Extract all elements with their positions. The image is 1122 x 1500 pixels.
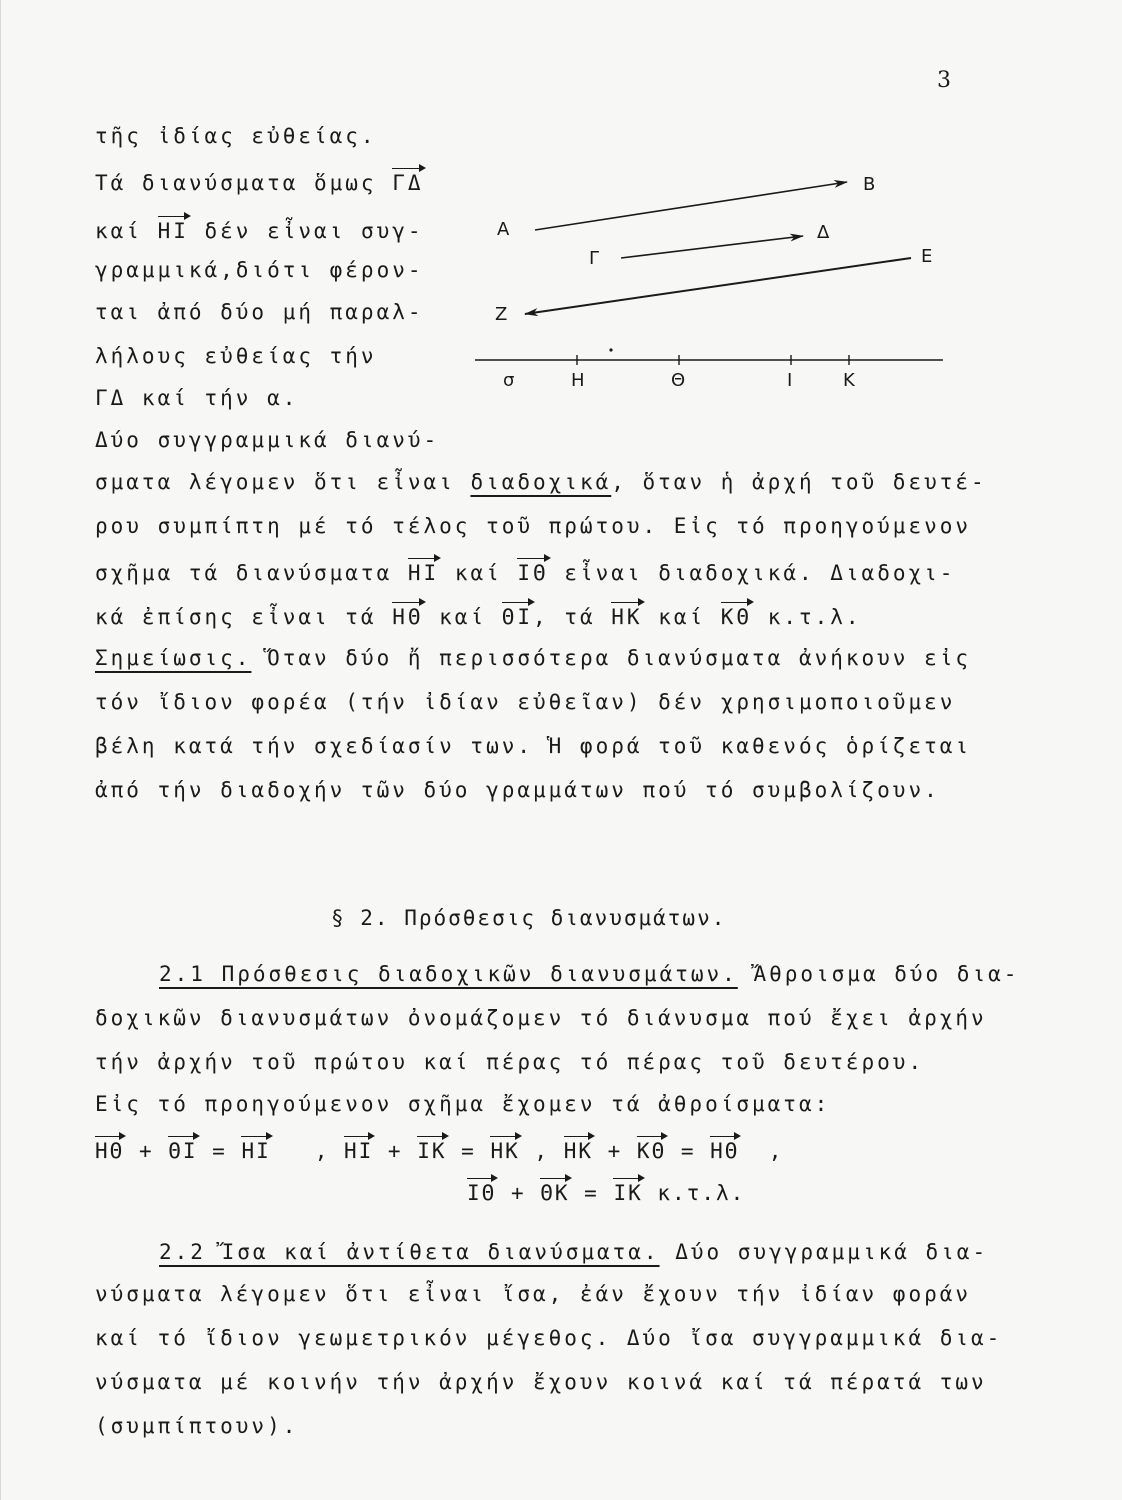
text-line-4: γραμμικά,διότι φέρον- — [95, 258, 424, 282]
text-line-12: κά ἐπίσης εἶναι τά ΗΘ καί ΘΙ, τά ΗΚ καί ΚΘ κ.τ.λ. — [95, 602, 862, 629]
vector-ITh: ΙΘ — [517, 558, 548, 585]
point-label-E: E — [921, 246, 933, 267]
text-line-10: ρου συμπίπτη μέ τό τέλος τοῦ πρώτου. Εἰς τό προηγούμενον — [95, 514, 972, 538]
vector-ITh: ΙΘ — [467, 1178, 496, 1205]
point-label-sigma: σ — [503, 370, 515, 390]
vector-KTh: ΚΘ — [721, 602, 752, 629]
point-label-Z: Z — [495, 304, 508, 325]
text-line-18: δοχικῶν διανυσμάτων ὀνομάζομεν τό διάνυσμα πού ἔχει ἀρχήν — [95, 1006, 987, 1030]
vector-IK: ΙΚ — [613, 1178, 642, 1205]
vector-HI: ΗΙ — [344, 1136, 373, 1163]
equations-line-1: ΗΘ + ΘΙ = ΗΙ , ΗΙ + ΙΚ = ΗΚ , ΗΚ + ΚΘ = ΗΘ , — [95, 1136, 783, 1163]
vector-HI: ΗΙ — [241, 1136, 270, 1163]
text-line-17: 2.1 Πρόσθεσις διαδοχικῶν διανυσμάτων. Ἄθροισμα δύο δια- — [159, 962, 1020, 986]
subsection-2-1-title: 2.1 Πρόσθεσις διαδοχικῶν διανυσμάτων. — [159, 962, 738, 986]
text-line-15: βέλη κατά τήν σχεδίασίν των. Ἡ φορά τοῦ καθενός ὁρίζεται — [95, 734, 972, 758]
text-line-11: σχῆμα τά διανύσματα ΗΙ καί ΙΘ εἶναι διαδοχικά. Διαδοχι- — [95, 558, 955, 585]
text-line-27: (συμπίπτουν). — [95, 1414, 299, 1438]
text-line-1: τῆς ἰδίας εὐθείας. — [95, 124, 377, 148]
vector-line-GD — [621, 236, 803, 258]
text-line-2: Τά διανύσματα ὅμως ΓΔ — [95, 168, 424, 195]
text-line-25: καί τό ἴδιον γεωμετρικόν μέγεθος. Δύο ἴσα συγγραμμικά δια- — [95, 1326, 1003, 1350]
text-line-20: Εἰς τό προηγούμενον σχῆμα ἔχομεν τά ἀθροίσματα: — [95, 1092, 831, 1116]
equations-line-2: ΙΘ + ΘΚ = ΙΚ κ.τ.λ. — [467, 1178, 745, 1205]
subsection-2-2-title: 2.2 Ἴσα καί ἀντίθετα διανύσματα. — [159, 1240, 660, 1264]
text-line-16: ἀπό τήν διαδοχήν τῶν δύο γραμμάτων πού τό συμβολίζουν. — [95, 778, 940, 802]
vector-diagram — [471, 160, 971, 390]
text-line-24: νύσματα λέγομεν ὅτι εἶναι ἴσα, ἐάν ἔχουν τήν ἰδίαν φοράν — [95, 1282, 972, 1306]
vector-HI: ΗΙ — [408, 558, 439, 585]
text-line-8: Δύο συγγραμμικά διανύ- — [95, 428, 440, 452]
point-label-G: Γ — [589, 248, 600, 269]
text-line-3: καί ΗΙ δέν εἶναι συγ- — [95, 216, 424, 243]
text-line-9: σματα λέγομεν ὅτι εἶναι διαδοχικά, ὅταν ἡ ἀρχή τοῦ δευτέ- — [95, 470, 987, 494]
dot-marker — [609, 348, 612, 351]
vector-HK: ΗΚ — [490, 1136, 519, 1163]
vector-ThK: ΘΚ — [540, 1178, 569, 1205]
vector-HTh: ΗΘ — [95, 1136, 124, 1163]
text-line-14: τόν ἴδιον φορέα (τήν ἰδίαν εὐθεῖαν) δέν χρησιμοποιοῦμεν — [95, 690, 956, 714]
vector-ThI: ΘΙ — [502, 602, 533, 629]
section-heading: § 2. Πρόσθεσις διανυσμάτων. — [331, 906, 727, 930]
note-label: Σημείωσις. — [95, 646, 252, 670]
point-label-D: Δ — [817, 222, 830, 243]
vector-HTh: ΗΘ — [710, 1136, 739, 1163]
vector-IK: ΙΚ — [417, 1136, 446, 1163]
text-line-5: ται ἀπό δύο μή παραλ- — [95, 300, 424, 324]
text-line-26: νύσματα μέ κοινήν τήν ἀρχήν ἔχουν κοινά καί τά πέρατά των — [95, 1370, 987, 1394]
vector-HK: ΗΚ — [611, 602, 642, 629]
term-diadochika: διαδοχικά — [470, 470, 612, 494]
point-label-H: H — [571, 370, 585, 390]
point-label-A: A — [497, 219, 510, 240]
vector-HI: ΗΙ — [158, 216, 189, 243]
point-label-I: I — [787, 370, 793, 390]
point-label-Th: Θ — [671, 370, 686, 390]
point-label-B: B — [863, 174, 876, 195]
vector-HTh: ΗΘ — [392, 602, 423, 629]
text-line-7: ΓΔ καί τήν α. — [95, 386, 299, 410]
vector-KTh: ΚΘ — [637, 1136, 666, 1163]
point-label-K: K — [843, 370, 855, 390]
text-line-19: τήν ἀρχήν τοῦ πρώτου καί πέρας τό πέρας τοῦ δευτέρου. — [95, 1050, 925, 1074]
text-line-6: λήλους εὐθείας τήν — [95, 344, 377, 368]
vector-line-EZ — [525, 258, 911, 314]
page-number: 3 — [937, 68, 951, 93]
vector-GD: ΓΔ — [392, 168, 423, 195]
text-line-13: Σημείωσις. Ὅταν δύο ἤ περισσότερα διανύσματα ἀνήκουν εἰς — [95, 646, 972, 670]
text-line-23: 2.2 Ἴσα καί ἀντίθετα διανύσματα. Δύο συγγραμμικά δια- — [159, 1240, 989, 1264]
vector-line-AB — [535, 182, 847, 230]
vector-ThI: ΘΙ — [168, 1136, 197, 1163]
vector-HK: ΗΚ — [564, 1136, 593, 1163]
